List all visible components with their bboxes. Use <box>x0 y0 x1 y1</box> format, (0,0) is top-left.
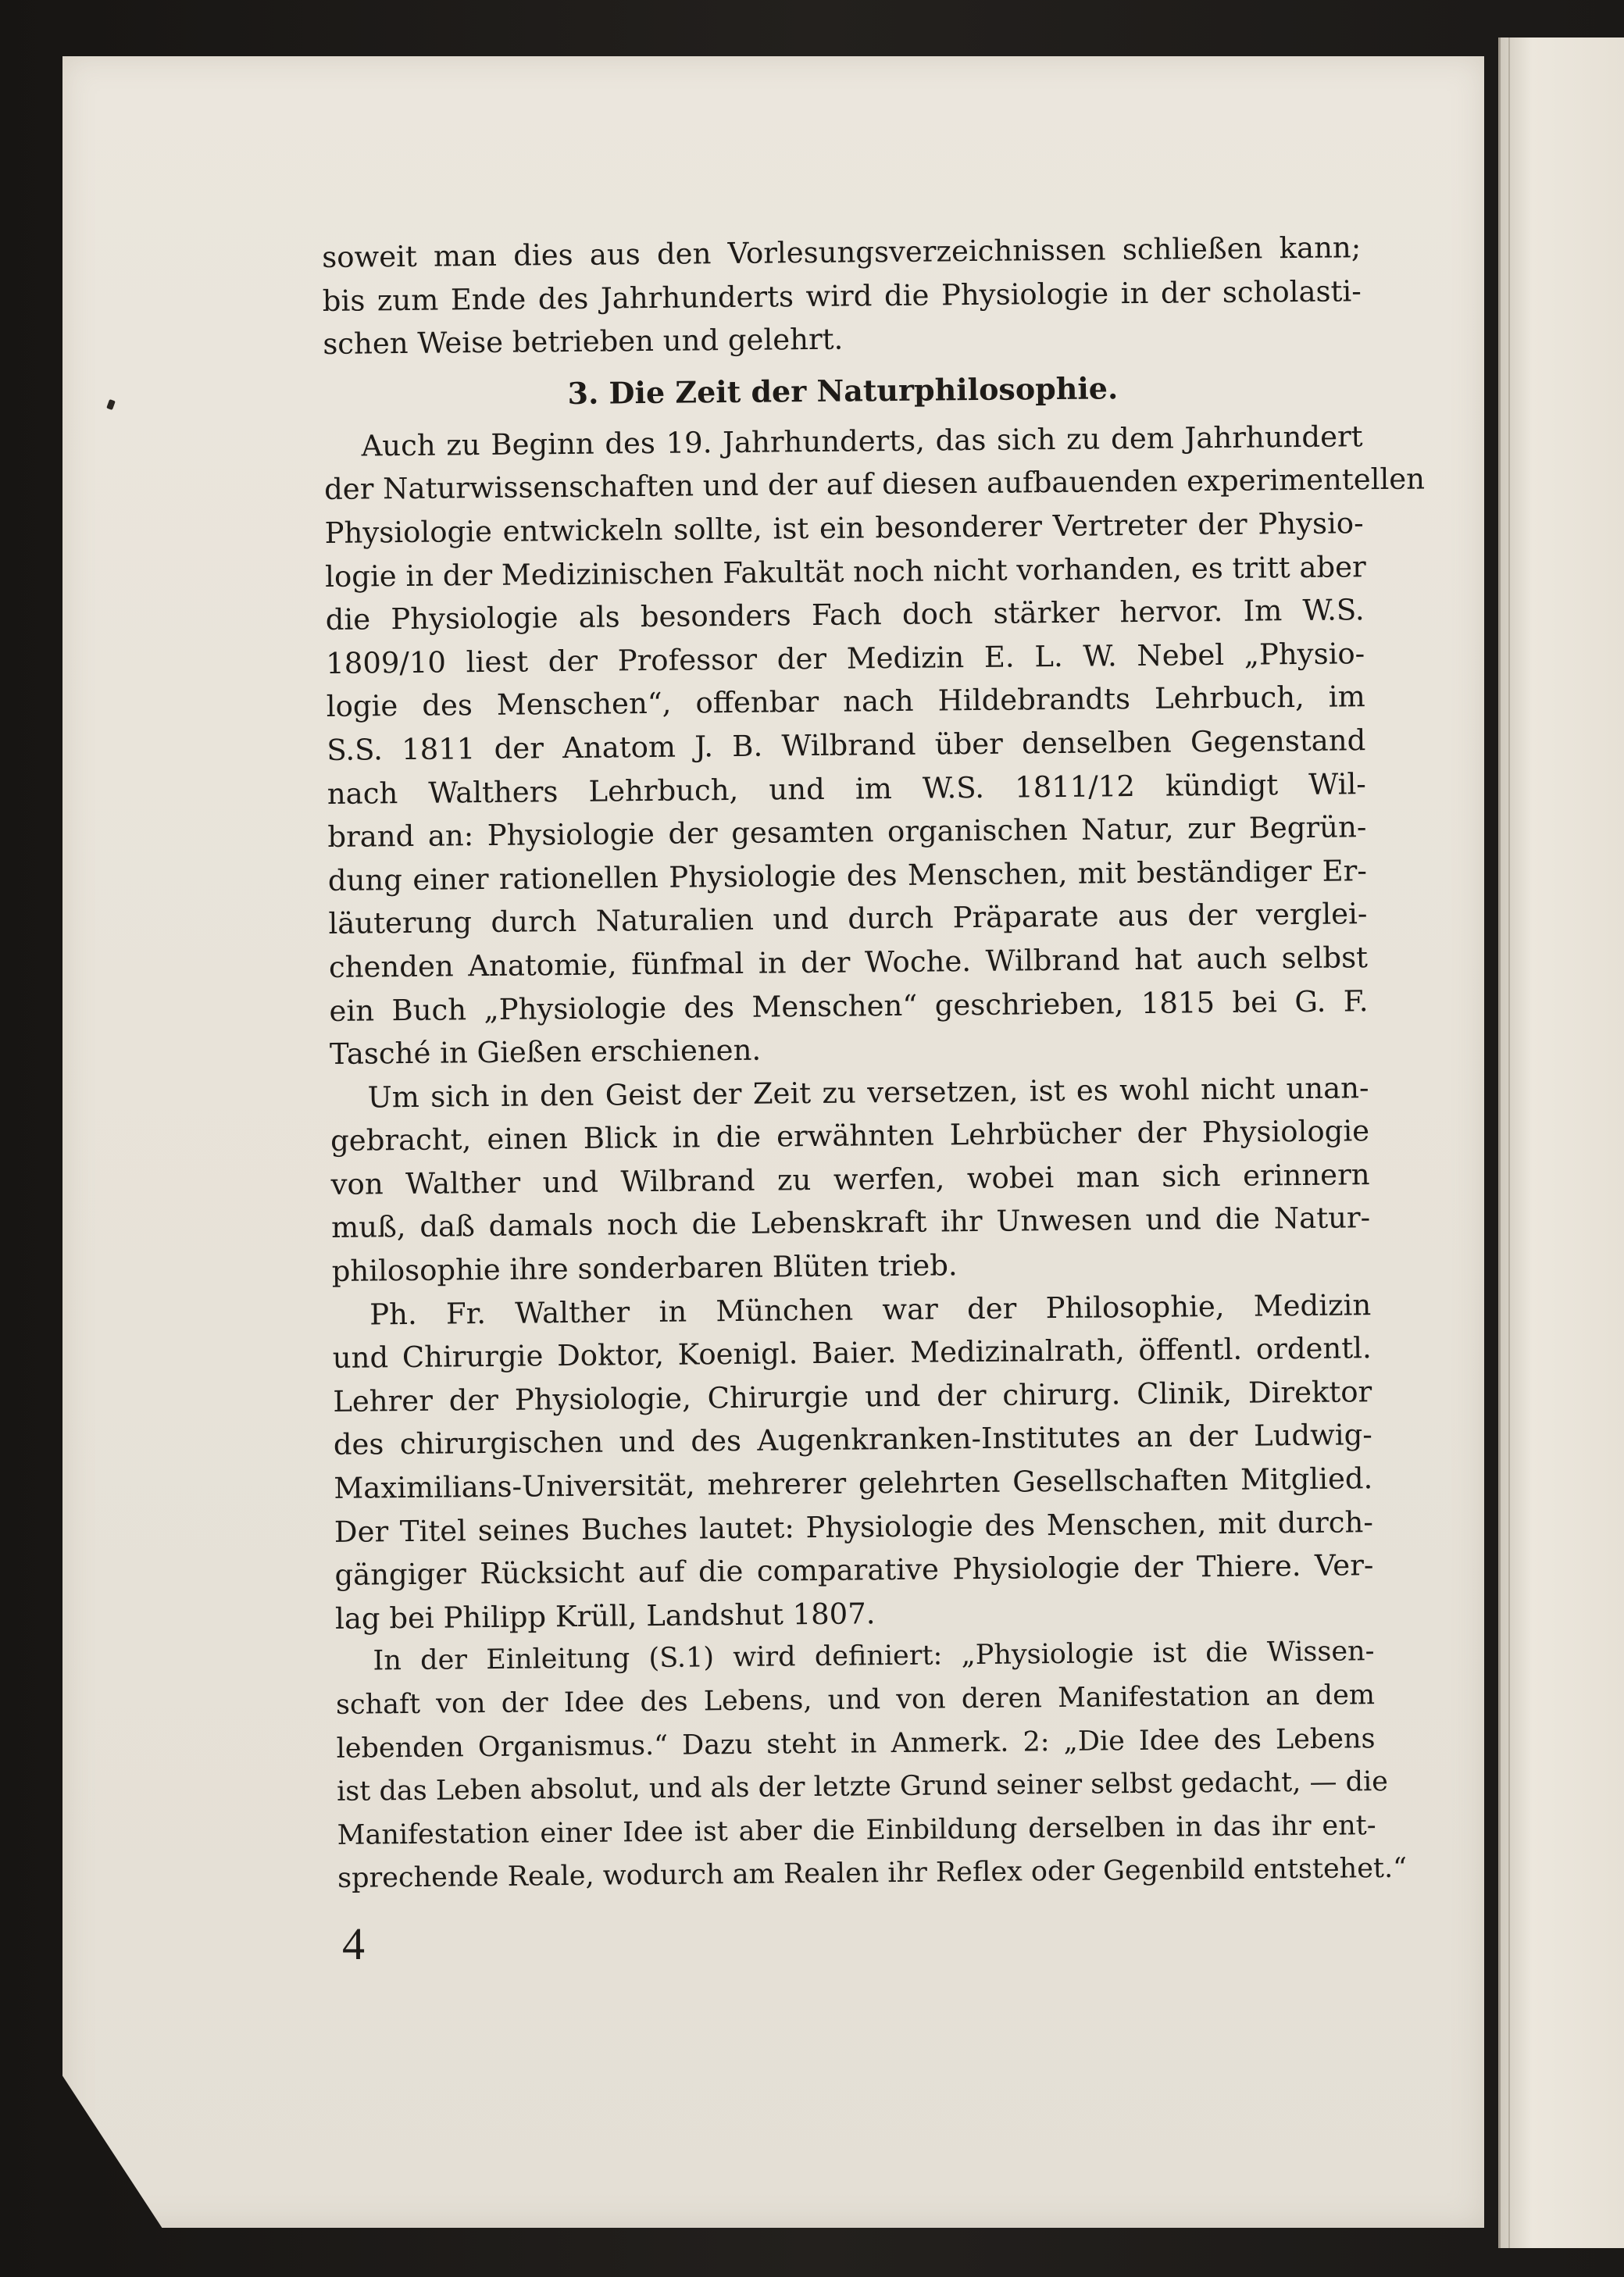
text-line: ist das Leben absolut, und als der letzte Grund seiner selbst gedacht, — die <box>336 1766 1389 1808</box>
text-line: Der Titel seines Buches lautet: Physiologie des Menschen, mit durch- <box>334 1504 1374 1549</box>
text-line: nach Walthers Lehrbuch, und im W.S. 1811/12 kündigt Wil- <box>327 766 1366 811</box>
text-line: logie des Menschen“, offenbar nach Hildebrandts Lehrbuch, im <box>326 680 1365 724</box>
text-line: logie in der Medizinischen Fakultät noch nicht vorhanden, es tritt aber <box>324 549 1366 594</box>
text-line: Physiologie entwickeln sollte, ist ein besonderer Vertreter der Physio- <box>324 506 1364 550</box>
text-line: Maximilians-Universität, mehrerer gelehrten Gesellschaften Mitglied. <box>334 1461 1373 1505</box>
text-line: brand an: Physiologie der gesamten organischen Natur, zur Begrün- <box>327 810 1367 855</box>
text-line: sprechende Reale, wodurch am Realen ihr Reflex oder Gegenbild entstehet.“ <box>337 1853 1408 1895</box>
text-line: gängiger Rücksicht auf die comparative Physiologie der Thiere. Ver- <box>334 1548 1374 1593</box>
text-line: Tasché in Gießen erschienen. <box>329 1033 762 1072</box>
text-line: des chirurgischen und des Augenkranken-Institutes an der Ludwig- <box>333 1418 1373 1462</box>
text-line: 1809/10 liest der Professor der Medizin E. L. W. Nebel „Physio- <box>326 636 1365 680</box>
text-line: Um sich in den Geist der Zeit zu versetzen, ist es wohl nicht unan- <box>367 1070 1369 1115</box>
text-line: lag bei Philipp Krüll, Landshut 1807. <box>334 1597 876 1636</box>
text-line: läuterung durch Naturalien und durch Präparate aus der verglei- <box>328 897 1368 941</box>
text-line: gebracht, einen Blick in die erwähnten Lehrbücher der Physiologie <box>330 1114 1370 1158</box>
text-line: bis zum Ende des Jahrhunderts wird die Physiologie in der scholasti- <box>322 273 1362 318</box>
page-text <box>322 226 1426 1901</box>
text-line: Ph. Fr. Walther in München war der Philosophie, Medizin <box>369 1287 1372 1332</box>
page-number: 4 <box>342 1918 365 1969</box>
text-line: philosophie ihre sonderbaren Blüten trieb. <box>331 1248 958 1289</box>
text-line: lebenden Organismus.“ Dazu steht in Anmerk. 2: „Die Idee des Lebens <box>336 1722 1376 1765</box>
text-line: chenden Anatomie, fünfmal in der Woche. Wilbrand hat auch selbst <box>328 940 1369 984</box>
text-line: der Naturwissenschaften und der auf diesen aufbauenden experimentellen <box>323 462 1426 507</box>
text-line: schen Weise betrieben und gelehrt. <box>323 322 844 362</box>
text-line: Manifestation einer Idee ist aber die Einbildung derselben in das ihr ent- <box>337 1809 1376 1851</box>
text-line: die Physiologie als besonders Fach doch stärker hervor. Im W.S. <box>325 593 1365 637</box>
text-line: In der Einleitung (S.1) wird definiert: „Physiologie ist die Wissen- <box>373 1636 1375 1677</box>
text-line: schaft von der Idee des Lebens, und von deren Manifestation an dem <box>335 1679 1376 1721</box>
section-heading: 3. Die Zeit der Naturphilosophie. <box>567 370 1119 411</box>
text-line: ein Buch „Physiologie des Menschen“ geschrieben, 1815 bei G. F. <box>329 983 1369 1028</box>
facing-page-edge <box>1498 37 1624 2248</box>
text-line: von Walther und Wilbrand zu werfen, wobei man sich erinnern <box>330 1158 1370 1201</box>
text-line: Auch zu Beginn des 19. Jahrhunderts, das sich zu dem Jahrhundert <box>361 419 1363 463</box>
text-line: S.S. 1811 der Anatom J. B. Wilbrand über denselben Gegenstand <box>327 723 1366 767</box>
text-line: dung einer rationellen Physiologie des Menschen, mit beständiger Er- <box>327 853 1368 898</box>
text-line: muß, daß damals noch die Lebenskraft ihr Unwesen und die Natur- <box>330 1201 1371 1245</box>
text-line: und Chirurgie Doktor, Koenigl. Baier. Medizinalrath, öffentl. ordentl. <box>332 1331 1372 1376</box>
text-line: Lehrer der Physiologie, Chirurgie und der chirurg. Clinik, Direktor <box>333 1375 1372 1419</box>
text-line: soweit man dies aus den Vorlesungsverzeichnissen schließen kann; <box>322 230 1362 274</box>
